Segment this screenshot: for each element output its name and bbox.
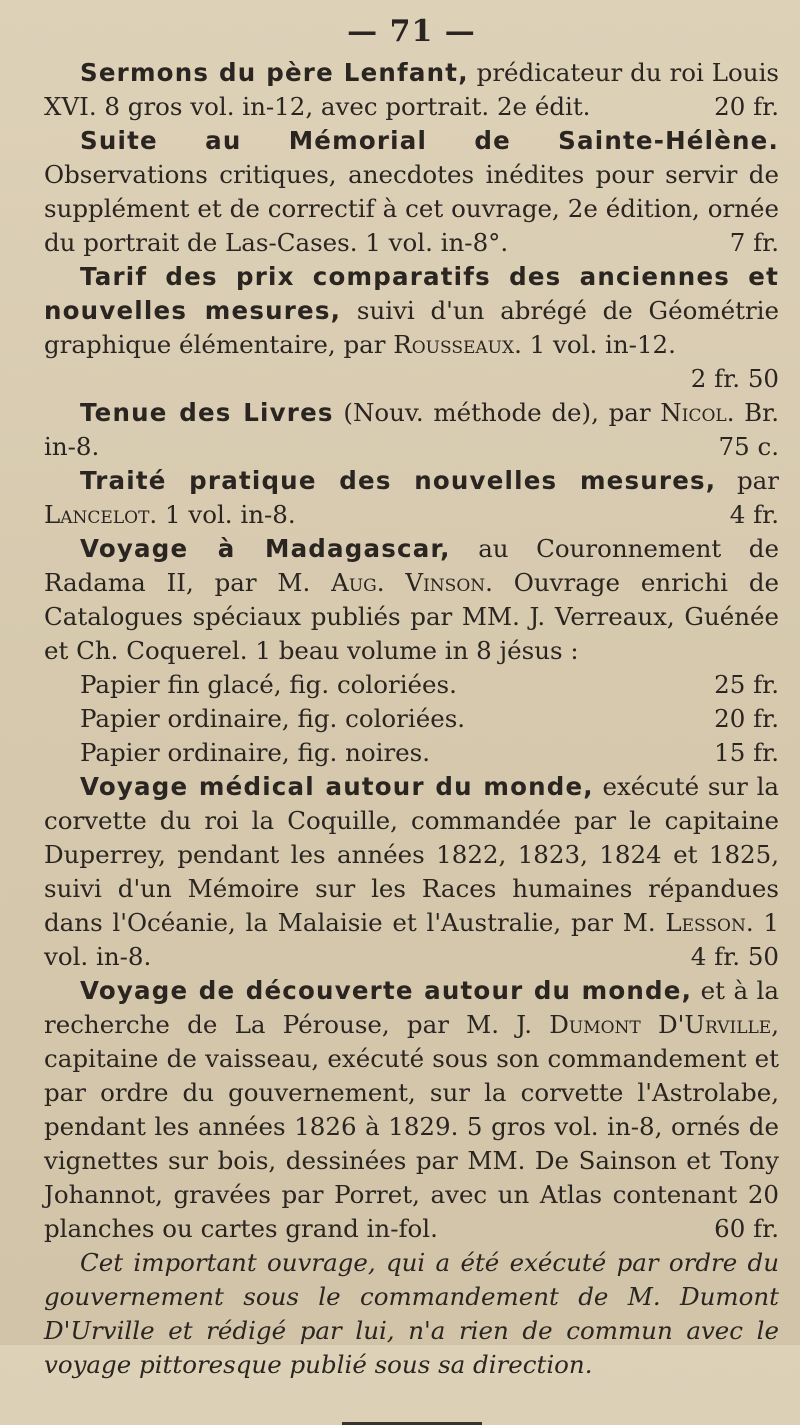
option-price: 20 fr. [714,704,779,733]
entry-memorial [44,124,779,260]
entry-author: Dumont D'Urville [549,1010,772,1039]
entry-title: Tenue des Livres [80,398,334,427]
entry-voyage-medical [44,770,779,974]
entry-text-after: . 1 vol. in-8. [149,500,296,529]
entry-author: Nicol [660,398,727,427]
entry-sermons [44,56,779,124]
option-label: Papier ordinaire, fig. coloriées. [80,704,466,733]
option-price: 25 fr. [714,670,779,699]
entry-author: Lesson [665,908,746,937]
entry-text: par [716,466,779,495]
entry-title: Sermons du père Lenfant, [80,58,469,87]
entry-traite [44,464,779,532]
entry-madagascar [44,532,779,668]
entry-text: prédicateur du roi Louis XVI. 8 gros vol. in-12, avec portrait. 2e édit. [44,58,779,121]
entry-tenue [44,396,779,464]
list-item [80,668,779,702]
entry-text: au Couronnement de Radama II, par M. [44,534,779,597]
entry-price: 20 fr. [714,92,779,121]
editor-note: Cet important ouvrage, qui a été exécuté par ordre du gouvernement sous le commandement de M. Dumont D'Urville et rédigé par lui, n'a rien de commun avec le voyage pittoresque publié sous sa direction. [44,1248,779,1379]
entry-text: Observations critiques, anecdotes inédites pour servir de supplément et de correctif à cet ouvrage, 2e édition, ornée du portrait de Las-Cases. 1 vol. in-8°. [44,160,779,257]
entry-text: (Nouv. méthode de), par [333,398,661,427]
entry-text: et à la recherche de La Pérouse, par M. J. [44,976,779,1039]
entry-price: 7 fr. [729,228,779,257]
entry-author: Aug. Vinson [331,568,486,597]
entry-text: suivi d'un abrégé de Géométrie graphique élémentaire, par [44,296,779,359]
entry-title: Voyage médical autour du monde, [80,772,594,801]
entry-price: 4 fr. [729,500,779,529]
page-number: — 71 — [347,14,476,49]
option-label: Papier ordinaire, fig. noires. [80,738,431,767]
option-label: Papier fin glacé, fig. coloriées. [80,670,457,699]
entry-price: 2 fr. 50 [690,364,779,393]
entry-text-after: . Br. in-8. [44,398,779,461]
entry-price: 4 fr. 50 [690,942,779,971]
entry-text-after: . Ouvrage enrichi de Catalogues spéciaux publiés par MM. J. Verreaux, Guénée et Ch. Coquerel. 1 beau volume in 8 jésus : [44,568,780,665]
entry-tarif [44,260,779,396]
entry-text-after: . 1 vol. in-8. [44,908,779,971]
entry-title: Voyage à Madagascar, [80,534,451,563]
entry-title: Tarif des prix comparatifs des anciennes et nouvelles mesures, [44,262,779,325]
entry-title: Traité pratique des nouvelles mesures, [80,466,717,495]
entry-author: Rousseaux [393,330,515,359]
entry-text-after: . 1 vol. in-12. [514,330,676,359]
entry-title: Voyage de découverte autour du monde, [80,976,693,1005]
entry-voyage-decouverte [44,974,779,1246]
list-item [80,736,779,770]
list-item [80,702,779,736]
catalogue-page [44,14,779,1425]
paper-options-list [44,668,779,770]
entry-text-after: , capitaine de vaisseau, exécuté sous son commandement et par ordre du gouvernement, sur la corvette l'Astrolabe, pendant les années 1826 à 1829. 5 gros vol. in-8, ornés de vignettes sur bois, dessinées par MM. De Sainson et Tony Johannot, gravées par Porret, avec un Atlas contenant 20 planches ou cartes grand in-fol. [44,1010,779,1243]
entry-text: exécuté sur la corvette du roi la Coquille, commandée par le capitaine Duperrey, pendant les années 1822, 1823, 1824 et 1825, suivi d'un Mémoire sur les Races humaines répandues dans l'Océanie, la Malaisie et l'Australie, par M. [44,772,780,937]
entry-title: Suite au Mémorial de Sainte-Hélène. [80,126,779,155]
entry-price: 60 fr. [714,1214,779,1243]
option-price: 15 fr. [714,738,779,767]
entry-author: Lancelot [44,500,150,529]
entry-price: 75 c. [718,432,779,461]
